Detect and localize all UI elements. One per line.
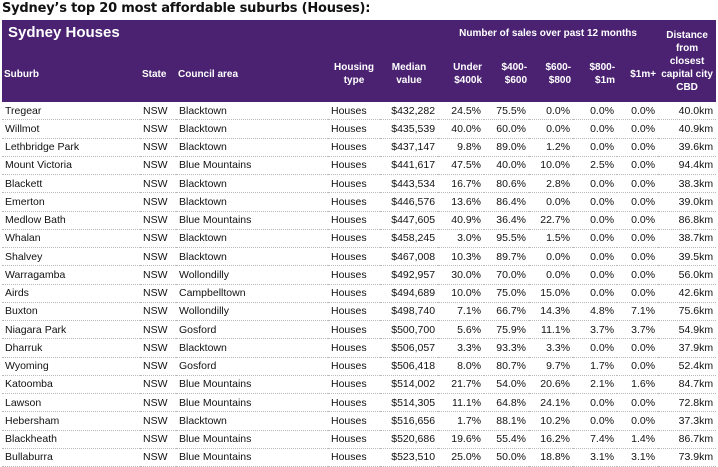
cell-600-800: 0.0% xyxy=(529,193,573,211)
cell-under-400k: 25.0% xyxy=(438,448,484,466)
cell-400-600: 36.4% xyxy=(484,211,529,229)
cell-800-1m: 3.7% xyxy=(573,321,617,339)
cell-under-400k: 47.5% xyxy=(438,156,484,174)
cell-under-400k: 10.3% xyxy=(438,248,484,266)
cell-council: Gosford xyxy=(176,321,328,339)
cell-800-1m: 0.0% xyxy=(573,394,617,412)
cell-over-1m: 0.0% xyxy=(617,102,658,120)
cell-800-1m: 0.0% xyxy=(573,266,617,284)
cell-under-400k: 11.1% xyxy=(438,394,484,412)
cell-housing-type: Houses xyxy=(328,211,380,229)
cell-distance: 86.7km xyxy=(658,430,716,448)
cell-600-800: 0.0% xyxy=(529,102,573,120)
table-row xyxy=(2,211,716,229)
table-row xyxy=(2,339,716,357)
cell-suburb: Bullaburra xyxy=(2,448,140,466)
cell-median-value: $498,740 xyxy=(380,302,438,320)
cell-distance: 54.9km xyxy=(658,321,716,339)
cell-council: Campbelltown xyxy=(176,284,328,302)
cell-under-400k: 40.9% xyxy=(438,211,484,229)
column-header-state: State xyxy=(140,46,176,102)
cell-800-1m: 0.0% xyxy=(573,138,617,156)
cell-housing-type: Houses xyxy=(328,321,380,339)
cell-800-1m: 0.0% xyxy=(573,248,617,266)
cell-400-600: 55.4% xyxy=(484,430,529,448)
suburbs-table-frame xyxy=(2,20,716,467)
cell-distance: 37.3km xyxy=(658,412,716,430)
cell-over-1m: 0.0% xyxy=(617,284,658,302)
cell-median-value: $441,617 xyxy=(380,156,438,174)
cell-council: Wollondilly xyxy=(176,266,328,284)
cell-council: Blacktown xyxy=(176,175,328,193)
column-header-median-value: Median value xyxy=(380,46,438,102)
cell-state: NSW xyxy=(140,321,176,339)
cell-median-value: $458,245 xyxy=(380,229,438,247)
cell-median-value: $514,305 xyxy=(380,394,438,412)
cell-over-1m: 0.0% xyxy=(617,229,658,247)
cell-council: Blue Mountains xyxy=(176,156,328,174)
table-header xyxy=(2,20,716,102)
cell-400-600: 88.1% xyxy=(484,412,529,430)
cell-over-1m: 0.0% xyxy=(617,357,658,375)
cell-distance: 39.5km xyxy=(658,248,716,266)
table-row xyxy=(2,375,716,393)
cell-over-1m: 0.0% xyxy=(617,339,658,357)
cell-council: Blue Mountains xyxy=(176,375,328,393)
cell-suburb: Medlow Bath xyxy=(2,211,140,229)
cell-600-800: 10.2% xyxy=(529,412,573,430)
cell-state: NSW xyxy=(140,102,176,120)
cell-council: Wollondilly xyxy=(176,302,328,320)
table-body xyxy=(2,102,716,467)
cell-council: Blacktown xyxy=(176,138,328,156)
cell-400-600: 89.7% xyxy=(484,248,529,266)
cell-distance: 73.9km xyxy=(658,448,716,466)
cell-council: Blacktown xyxy=(176,248,328,266)
cell-400-600: 95.5% xyxy=(484,229,529,247)
cell-600-800: 1.5% xyxy=(529,229,573,247)
cell-state: NSW xyxy=(140,394,176,412)
cell-800-1m: 0.0% xyxy=(573,211,617,229)
cell-housing-type: Houses xyxy=(328,339,380,357)
cell-distance: 40.0km xyxy=(658,102,716,120)
cell-median-value: $514,002 xyxy=(380,375,438,393)
cell-state: NSW xyxy=(140,248,176,266)
suburbs-table xyxy=(2,20,716,467)
cell-600-800: 16.2% xyxy=(529,430,573,448)
cell-over-1m: 7.1% xyxy=(617,302,658,320)
table-row xyxy=(2,175,716,193)
cell-under-400k: 5.6% xyxy=(438,321,484,339)
cell-400-600: 66.7% xyxy=(484,302,529,320)
cell-council: Blacktown xyxy=(176,339,328,357)
cell-400-600: 75.9% xyxy=(484,321,529,339)
table-row xyxy=(2,229,716,247)
cell-state: NSW xyxy=(140,284,176,302)
cell-over-1m: 3.1% xyxy=(617,448,658,466)
cell-state: NSW xyxy=(140,120,176,138)
cell-median-value: $506,057 xyxy=(380,339,438,357)
cell-over-1m: 0.0% xyxy=(617,156,658,174)
cell-400-600: 64.8% xyxy=(484,394,529,412)
cell-housing-type: Houses xyxy=(328,448,380,466)
cell-housing-type: Houses xyxy=(328,412,380,430)
cell-suburb: Hebersham xyxy=(2,412,140,430)
cell-housing-type: Houses xyxy=(328,357,380,375)
cell-council: Blue Mountains xyxy=(176,211,328,229)
cell-over-1m: 0.0% xyxy=(617,193,658,211)
cell-under-400k: 10.0% xyxy=(438,284,484,302)
cell-distance: 75.6km xyxy=(658,302,716,320)
cell-under-400k: 7.1% xyxy=(438,302,484,320)
cell-housing-type: Houses xyxy=(328,175,380,193)
cell-600-800: 24.1% xyxy=(529,394,573,412)
cell-housing-type: Houses xyxy=(328,394,380,412)
cell-state: NSW xyxy=(140,448,176,466)
cell-distance: 56.0km xyxy=(658,266,716,284)
cell-distance: 39.0km xyxy=(658,193,716,211)
cell-over-1m: 1.6% xyxy=(617,375,658,393)
table-row xyxy=(2,284,716,302)
cell-400-600: 60.0% xyxy=(484,120,529,138)
cell-suburb: Willmot xyxy=(2,120,140,138)
cell-housing-type: Houses xyxy=(328,138,380,156)
cell-council: Blue Mountains xyxy=(176,448,328,466)
column-header-suburb: Suburb xyxy=(2,46,140,102)
cell-under-400k: 24.5% xyxy=(438,102,484,120)
cell-suburb: Niagara Park xyxy=(2,321,140,339)
cell-800-1m: 0.0% xyxy=(573,120,617,138)
cell-state: NSW xyxy=(140,430,176,448)
cell-distance: 38.3km xyxy=(658,175,716,193)
cell-council: Blacktown xyxy=(176,102,328,120)
cell-suburb: Lethbridge Park xyxy=(2,138,140,156)
table-row xyxy=(2,266,716,284)
cell-suburb: Buxton xyxy=(2,302,140,320)
table-row xyxy=(2,448,716,466)
cell-under-400k: 16.7% xyxy=(438,175,484,193)
cell-over-1m: 0.0% xyxy=(617,248,658,266)
cell-state: NSW xyxy=(140,266,176,284)
cell-under-400k: 40.0% xyxy=(438,120,484,138)
table-row xyxy=(2,302,716,320)
cell-distance: 37.9km xyxy=(658,339,716,357)
cell-suburb: Katoomba xyxy=(2,375,140,393)
table-row xyxy=(2,357,716,375)
cell-over-1m: 3.7% xyxy=(617,321,658,339)
cell-800-1m: 0.0% xyxy=(573,284,617,302)
cell-400-600: 50.0% xyxy=(484,448,529,466)
cell-800-1m: 0.0% xyxy=(573,102,617,120)
table-row xyxy=(2,156,716,174)
cell-over-1m: 0.0% xyxy=(617,175,658,193)
cell-400-600: 40.0% xyxy=(484,156,529,174)
cell-median-value: $467,008 xyxy=(380,248,438,266)
cell-state: NSW xyxy=(140,156,176,174)
cell-median-value: $492,957 xyxy=(380,266,438,284)
cell-council: Blacktown xyxy=(176,412,328,430)
cell-housing-type: Houses xyxy=(328,229,380,247)
cell-under-400k: 9.8% xyxy=(438,138,484,156)
cell-under-400k: 8.0% xyxy=(438,357,484,375)
cell-suburb: Emerton xyxy=(2,193,140,211)
cell-800-1m: 2.5% xyxy=(573,156,617,174)
table-row xyxy=(2,120,716,138)
cell-600-800: 9.7% xyxy=(529,357,573,375)
cell-housing-type: Houses xyxy=(328,156,380,174)
cell-state: NSW xyxy=(140,339,176,357)
cell-housing-type: Houses xyxy=(328,193,380,211)
cell-under-400k: 1.7% xyxy=(438,412,484,430)
cell-400-600: 75.0% xyxy=(484,284,529,302)
cell-distance: 42.6km xyxy=(658,284,716,302)
cell-over-1m: 0.0% xyxy=(617,266,658,284)
cell-suburb: Tregear xyxy=(2,102,140,120)
cell-suburb: Warragamba xyxy=(2,266,140,284)
cell-800-1m: 4.8% xyxy=(573,302,617,320)
cell-suburb: Lawson xyxy=(2,394,140,412)
cell-suburb: Whalan xyxy=(2,229,140,247)
table-row xyxy=(2,248,716,266)
cell-400-600: 54.0% xyxy=(484,375,529,393)
cell-distance: 94.4km xyxy=(658,156,716,174)
cell-600-800: 0.0% xyxy=(529,120,573,138)
cell-600-800: 10.0% xyxy=(529,156,573,174)
table-row xyxy=(2,394,716,412)
cell-400-600: 80.7% xyxy=(484,357,529,375)
cell-800-1m: 0.0% xyxy=(573,339,617,357)
cell-median-value: $437,147 xyxy=(380,138,438,156)
cell-600-800: 22.7% xyxy=(529,211,573,229)
cell-median-value: $447,605 xyxy=(380,211,438,229)
cell-400-600: 89.0% xyxy=(484,138,529,156)
cell-400-600: 86.4% xyxy=(484,193,529,211)
cell-median-value: $432,282 xyxy=(380,102,438,120)
cell-housing-type: Houses xyxy=(328,430,380,448)
cell-median-value: $516,656 xyxy=(380,412,438,430)
cell-400-600: 70.0% xyxy=(484,266,529,284)
cell-600-800: 0.0% xyxy=(529,266,573,284)
column-header-800-1m: $800- $1m xyxy=(573,46,617,102)
cell-state: NSW xyxy=(140,375,176,393)
cell-400-600: 75.5% xyxy=(484,102,529,120)
cell-housing-type: Houses xyxy=(328,375,380,393)
cell-800-1m: 1.7% xyxy=(573,357,617,375)
table-row xyxy=(2,193,716,211)
cell-under-400k: 19.6% xyxy=(438,430,484,448)
cell-under-400k: 13.6% xyxy=(438,193,484,211)
cell-council: Blue Mountains xyxy=(176,394,328,412)
cell-distance: 52.4km xyxy=(658,357,716,375)
cell-over-1m: 0.0% xyxy=(617,412,658,430)
cell-council: Blacktown xyxy=(176,120,328,138)
column-header-over-1m: $1m+ xyxy=(617,46,658,102)
cell-400-600: 80.6% xyxy=(484,175,529,193)
cell-under-400k: 3.3% xyxy=(438,339,484,357)
cell-median-value: $506,418 xyxy=(380,357,438,375)
cell-state: NSW xyxy=(140,138,176,156)
cell-distance: 72.8km xyxy=(658,394,716,412)
table-row xyxy=(2,412,716,430)
cell-housing-type: Houses xyxy=(328,266,380,284)
column-header-400-600: $400- $600 xyxy=(484,46,529,102)
cell-600-800: 14.3% xyxy=(529,302,573,320)
column-header-600-800: $600- $800 xyxy=(529,46,573,102)
cell-800-1m: 0.0% xyxy=(573,412,617,430)
cell-housing-type: Houses xyxy=(328,120,380,138)
column-header-under-400k: Under $400k xyxy=(438,46,484,102)
cell-suburb: Wyoming xyxy=(2,357,140,375)
cell-housing-type: Houses xyxy=(328,102,380,120)
cell-median-value: $446,576 xyxy=(380,193,438,211)
cell-over-1m: 0.0% xyxy=(617,138,658,156)
cell-council: Gosford xyxy=(176,357,328,375)
cell-800-1m: 0.0% xyxy=(573,229,617,247)
cell-suburb: Blackheath xyxy=(2,430,140,448)
cell-600-800: 18.8% xyxy=(529,448,573,466)
cell-housing-type: Houses xyxy=(328,248,380,266)
cell-state: NSW xyxy=(140,357,176,375)
cell-council: Blue Mountains xyxy=(176,430,328,448)
cell-suburb: Mount Victoria xyxy=(2,156,140,174)
cell-over-1m: 0.0% xyxy=(617,120,658,138)
cell-suburb: Airds xyxy=(2,284,140,302)
cell-600-800: 3.3% xyxy=(529,339,573,357)
cell-state: NSW xyxy=(140,302,176,320)
table-row xyxy=(2,430,716,448)
column-header-housing-type: Housing type xyxy=(328,46,380,102)
cell-suburb: Dharruk xyxy=(2,339,140,357)
cell-median-value: $435,539 xyxy=(380,120,438,138)
cell-state: NSW xyxy=(140,193,176,211)
table-row xyxy=(2,102,716,120)
cell-distance: 84.7km xyxy=(658,375,716,393)
cell-400-600: 93.3% xyxy=(484,339,529,357)
column-header-distance: Distance from closest capital city CBD xyxy=(658,20,716,102)
cell-suburb: Shalvey xyxy=(2,248,140,266)
cell-state: NSW xyxy=(140,211,176,229)
cell-600-800: 2.8% xyxy=(529,175,573,193)
cell-600-800: 1.2% xyxy=(529,138,573,156)
cell-median-value: $523,510 xyxy=(380,448,438,466)
cell-council: Blacktown xyxy=(176,229,328,247)
cell-state: NSW xyxy=(140,175,176,193)
table-banner-title: Sydney Houses xyxy=(2,20,438,46)
cell-800-1m: 2.1% xyxy=(573,375,617,393)
cell-housing-type: Houses xyxy=(328,302,380,320)
cell-600-800: 11.1% xyxy=(529,321,573,339)
cell-600-800: 15.0% xyxy=(529,284,573,302)
page-title: Sydney’s top 20 most affordable suburbs (Houses): xyxy=(2,1,371,16)
cell-distance: 38.7km xyxy=(658,229,716,247)
cell-under-400k: 21.7% xyxy=(438,375,484,393)
cell-median-value: $443,534 xyxy=(380,175,438,193)
cell-under-400k: 30.0% xyxy=(438,266,484,284)
cell-council: Blacktown xyxy=(176,193,328,211)
cell-suburb: Blackett xyxy=(2,175,140,193)
cell-over-1m: 1.4% xyxy=(617,430,658,448)
cell-distance: 40.9km xyxy=(658,120,716,138)
cell-median-value: $500,700 xyxy=(380,321,438,339)
cell-state: NSW xyxy=(140,229,176,247)
cell-housing-type: Houses xyxy=(328,284,380,302)
cell-state: NSW xyxy=(140,412,176,430)
cell-600-800: 20.6% xyxy=(529,375,573,393)
cell-median-value: $494,689 xyxy=(380,284,438,302)
cell-over-1m: 0.0% xyxy=(617,394,658,412)
column-header-council: Council area xyxy=(176,46,328,102)
cell-600-800: 0.0% xyxy=(529,248,573,266)
sales-group-label: Number of sales over past 12 months xyxy=(438,20,658,46)
cell-distance: 86.8km xyxy=(658,211,716,229)
table-row xyxy=(2,321,716,339)
cell-800-1m: 3.1% xyxy=(573,448,617,466)
cell-800-1m: 7.4% xyxy=(573,430,617,448)
cell-distance: 39.6km xyxy=(658,138,716,156)
table-row xyxy=(2,138,716,156)
cell-median-value: $520,686 xyxy=(380,430,438,448)
cell-over-1m: 0.0% xyxy=(617,211,658,229)
cell-under-400k: 3.0% xyxy=(438,229,484,247)
cell-800-1m: 0.0% xyxy=(573,193,617,211)
cell-800-1m: 0.0% xyxy=(573,175,617,193)
